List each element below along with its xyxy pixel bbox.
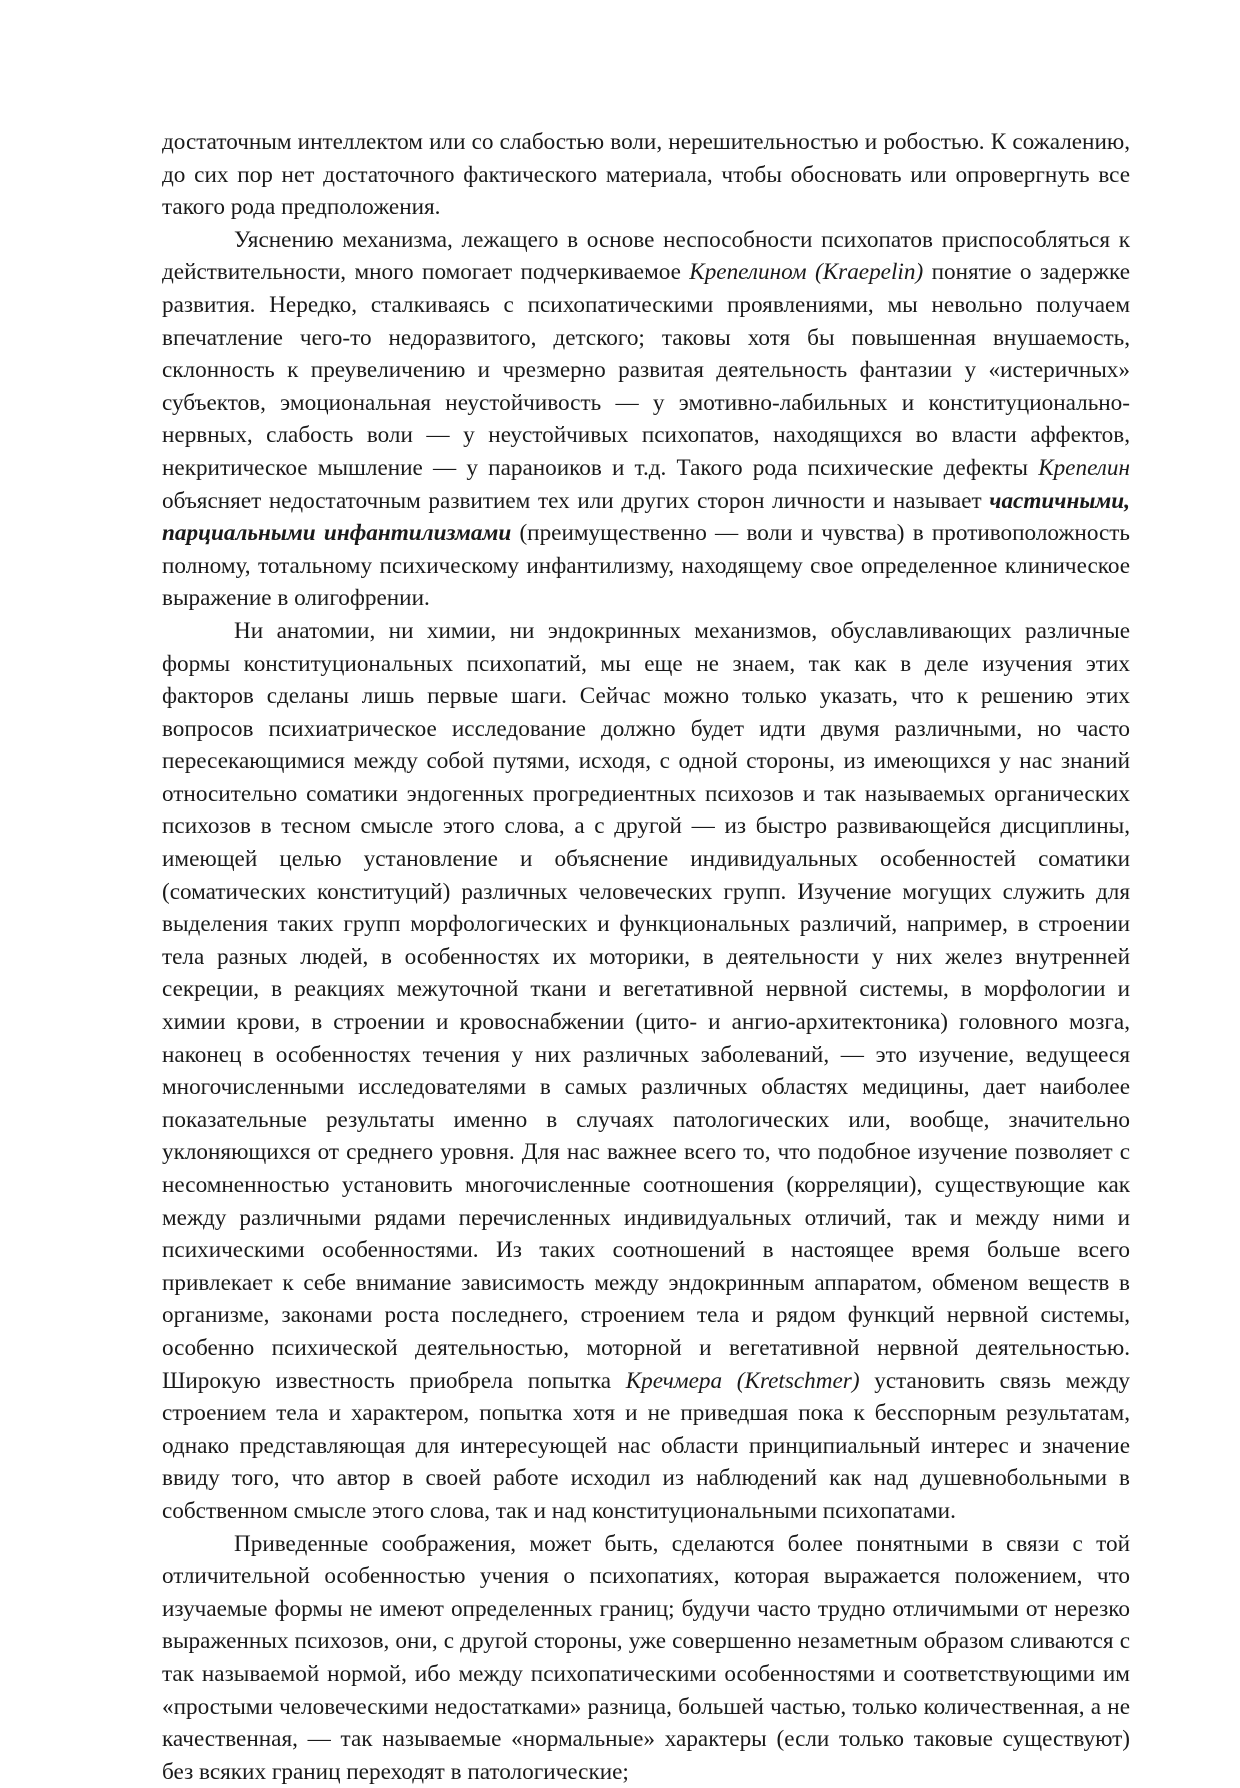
author-name-kraepelin-2: Крепелин bbox=[1038, 454, 1130, 481]
key-term-partial-infantilism: частичными, парциальными инфантилизмами bbox=[162, 487, 1130, 547]
paragraph-3-text-b: установить связь между строением тела и характером, попытка хотя и не приведшая пока к бесспорным результатам, однако представляющая для интересующей нас области принципиальный интерес и значение ввиду того, что автор в своей работе исходил из наблюдений как над душевнобольными в собственном смысле этого слова, так и над конституциональными психопатами. bbox=[162, 1367, 1131, 1524]
paragraph-4-text: Приведенные соображения, может быть, сделаются более понятными в связи с той отличительной особенностью учения о психопатиях, которая выражается положением, что изучаемые формы не имеют определенных границ; будучи часто трудно отличимыми от нерезко выраженных психозов, они, с другой стороны, уже совершенно незаметным образом сливаются с так называемой нормой, ибо между психопатическими особенностями и соответствующими им «простыми человеческими недостатками» разница, большей частью, только количественная, а не качественная, — так называемые «нормальные» характеры (если только таковые существуют) без всяких границ переходят в патологические; bbox=[162, 1530, 1130, 1785]
paragraph-3-text-a: Ни анатомии, ни химии, ни эндокринных механизмов, обуславливающих различные формы конституциональных психопатий, мы еще не знаем, так как в деле изучения этих факторов сделаны лишь первые шаги. Сейчас можно только указать, что к решению этих вопросов психиатрическое исследование должно будет идти двумя различными, но часто пересекающимися между собой путями, исходя, с одной стороны, из имеющихся у нас знаний относительно соматики эндогенных прогредиентных психозов и так называемых органических психозов в тесном смысле этого слова, а с другой — из быстро развивающейся дисциплины, имеющей целью установление и объяснение индивидуальных особенностей соматики (соматических конституций) различных человеческих групп. Изучение могущих служить для выделения таких групп морфологических и функциональных различий, например, в строении тела разных людей, в особенностях их моторики, в деятельности у них желез внутренней секреции, в реакциях межуточной ткани и вегетативной нервной системы, в морфологии и химии крови, в строении и кровоснабжении (цито- и ангио-архитектоника) головного мозга, наконец в особенностях течения у них различных заболеваний, — это изучение, ведущееся многочисленными исследователями в самых различных областях медицины, дает наиболее показательные результаты именно в случаях патологических или, вообще, значительно уклоняющихся от среднего уровня. Для нас важнее всего то, что подобное изучение позволяет с несомненностью установить многочисленные соотношения (корреляции), существующие как между различными рядами перечисленных индивидуальных отличий, так и между ними и психическими особенностями. Из таких соотношений в настоящее время больше всего привлекает к себе внимание зависимость между эндокринным аппаратом, обменом веществ в организме, законами роста последнего, строением тела и рядом функций нервной системы, особенно психической деятельностью, моторной и вегетативной нервной деятельностью. Широкую известность приобрела попытка bbox=[162, 617, 1130, 1394]
paragraph-2-text-a: Уяснению механизма, лежащего в основе неспособности психопатов приспособляться к действительности, много помогает подчеркиваемое bbox=[162, 226, 1130, 286]
author-name-kretschmer: Кречмера (Kretschmer) bbox=[625, 1367, 860, 1394]
paragraph-3 bbox=[162, 615, 1130, 1528]
paragraph-2-text-c: объясняет недостаточным развитием тех или других сторон личности и называет bbox=[162, 487, 990, 514]
paragraph-2 bbox=[162, 224, 1130, 615]
paragraph-2-text-d: (преимущественно — воли и чувства) в противоположность полному, тотальному психическому инфантилизму, находящему свое определенное клиническое выражение в олигофрении. bbox=[162, 520, 1131, 612]
paragraph-1 bbox=[162, 126, 1130, 224]
paragraph-2-text-b: понятие о задержке развития. Нередко, сталкиваясь с психопатическими проявлениями, мы невольно получаем впечатление чего-то недоразвитого, детского; таковы хотя бы повышенная внушаемость, склонность к преувеличению и чрезмерно развитая деятельность фантазии у «истеричных» субъектов, эмоциональная неустойчивость — у эмотивно-лабильных и конституционально-нервных, слабость воли — у неустойчивых психопатов, находящихся во власти аффектов, некритическое мышление — у параноиков и т.д. Такого рода психические дефекты bbox=[162, 259, 1130, 481]
paragraph-1-text: достаточным интеллектом или со слабостью воли, нерешительностью и робостью. К сожалению, до сих пор нет достаточного фактического материала, чтобы обосновать или опровергнуть все такого рода предположения. bbox=[162, 129, 1130, 221]
paragraph-4 bbox=[162, 1528, 1130, 1788]
document-page bbox=[162, 126, 1130, 1788]
author-name-kraepelin: Крепелином (Kraepelin) bbox=[689, 259, 924, 286]
